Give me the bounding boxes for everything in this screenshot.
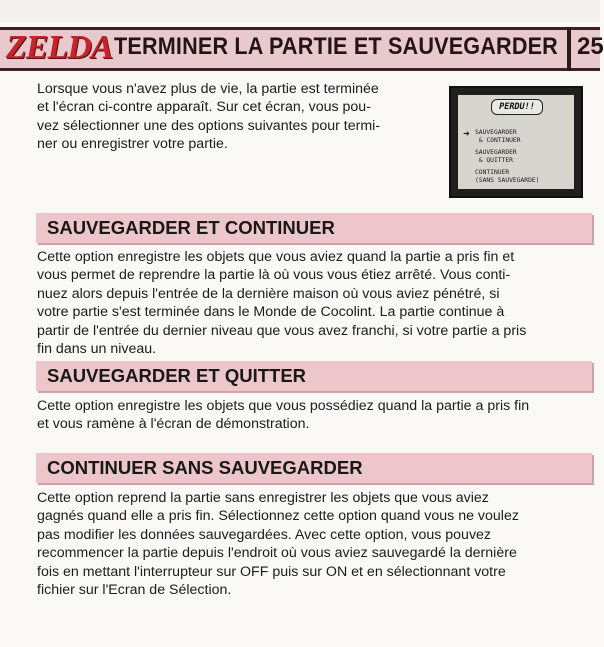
section-title: CONTINUER SANS SAUVEGARDER <box>47 457 363 478</box>
zelda-logo: ZELDA <box>6 29 113 66</box>
game-over-screenshot <box>449 86 583 198</box>
section-paragraph: Cette option reprend la partie sans enregistrer les objets que vous aviez gagnés quand elle a pris fin. Sélectionnez cette option quand vous ne voulez pas modifier les données sauvegardées. Avec cette option, vous pouvez recommencer la partie depuis l'endroit où vous aviez sauvegardé la dernière fois en mettant l'interrupteur sur OFF puis sur ON et en sélectionnant votre fichier sur l'Ecran de Sélection. <box>37 490 519 599</box>
page-top-edge <box>0 0 600 22</box>
section-paragraph: Cette option enregistre les objets que vous aviez quand la partie a pris fin et vous permet de reprendre la partie là où vous vous étiez arrêté. Vous conti- nuez alors depuis l'entrée de la dernière maison où vous aviez pénétré, si votre partie s'est terminée dans le Monde de Cocolint. La partie continue à partir de l'entrée du dernier niveau que vous avez franchi, si votre partie a pris fin dans un niveau. <box>37 249 527 358</box>
page-title: TERMINER LA PARTIE ET SAUVEGARDER <box>114 33 558 60</box>
game-screen <box>458 95 574 189</box>
screen-title: PERDU!! <box>491 99 543 115</box>
section-paragraph: Cette option enregistre les objets que vous possédiez quand la partie a pris fin et vous ramène à l'écran de démonstration. <box>37 398 530 433</box>
section-heading-bar <box>36 213 592 243</box>
screen-option-continue-no-save: CONTINUER (SANS SAUVEGARDE) <box>475 169 540 184</box>
intro-paragraph: Lorsque vous n'avez plus de vie, la partie est terminée et l'écran ci-contre apparaît. Sur cet écran, vous pou- vez sélectionner une des options suivantes pour termi- ner ou enregistrer votre partie. <box>37 81 381 153</box>
section-title: SAUVEGARDER ET CONTINUER <box>47 217 335 238</box>
screen-option-save-continue: SAUVEGARDER & CONTINUER <box>475 129 521 144</box>
section-heading-bar <box>36 361 592 391</box>
header-divider <box>567 27 571 71</box>
page-number: 25 <box>577 33 604 60</box>
section-title: SAUVEGARDER ET QUITTER <box>47 365 307 386</box>
section-heading-bar <box>36 453 592 483</box>
screen-option-save-quit: SAUVEGARDER & QUITTER <box>475 149 517 164</box>
arrow-cursor-icon: ➜ <box>463 129 470 138</box>
